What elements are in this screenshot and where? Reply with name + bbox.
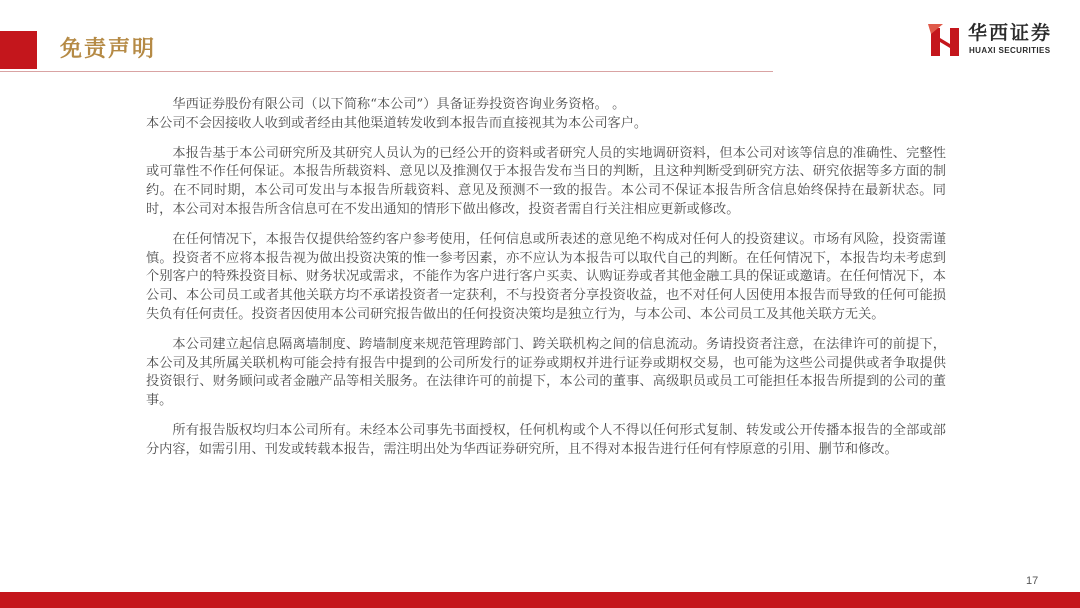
header-divider <box>0 71 773 72</box>
page-number: 17 <box>1026 575 1039 587</box>
page-title: 免责声明 <box>60 37 157 62</box>
huaxi-logo-icon <box>928 24 962 58</box>
disclaimer-paragraph: 华西证券股份有限公司（以下简称“本公司”）具备证券投资咨询业务资格。 。 <box>172 97 626 112</box>
company-logo <box>928 22 1068 62</box>
footer-bar <box>0 592 1080 608</box>
disclaimer-paragraph: 本报告基于本公司研究所及其研究人员认为的已经公开的资料或者研究人员的实地调研资料，但本公司对该等信息的准确性、完整性或可靠性不作任何保证。本报告所载资料、意见以及推测仅于本报告发布当日的判断，且这种判断受到研究方法、研究依据等多方面的制约。在不同时期，本公司可发出与本报告所载资料、意见及预测不一致的报告。本公司不保证本报告所含信息始终保持在最新状态。同时，本公司对本报告所含信息可在不发出通知的情形下做出修改，投资者需自行关注相应更新或修改。 <box>146 145 946 217</box>
disclaimer-paragraph: 本公司建立起信息隔离墙制度、跨墙制度来规范管理跨部门、跨关联机构之间的信息流动。务请投资者注意，在法律许可的前提下，本公司及其所属关联机构可能会持有报告中提到的公司所发行的证券或期权并进行证券或期权交易，也可能为这些公司提供或者争取提供投资银行、财务顾问或者金融产品等相关服务。在法律许可的前提下，本公司的董事、高级职员或员工可能担任本报告所提到的公司的董事。 <box>146 336 946 409</box>
logo-name-cn: 华西证券 <box>968 22 1053 44</box>
logo-name-en: HUAXI SECURITIES <box>969 46 1051 55</box>
header-accent-bar <box>0 31 37 69</box>
disclaimer-paragraph: 本公司不会因接收人收到或者经由其他渠道转发收到本报告而直接视其为本公司客户。 <box>146 115 648 131</box>
disclaimer-body <box>146 96 946 471</box>
disclaimer-paragraph: 在任何情况下，本报告仅提供给签约客户参考使用，任何信息或所表述的意见绝不构成对任何人的投资建议。市场有风险，投资需谨慎。投资者不应将本报告视为做出投资决策的惟一参考因素，亦不应认为本报告可以取代自己的判断。在任何情况下，本报告均未考虑到个别客户的特殊投资目标、财务状况或需求，不能作为客户进行客户买卖、认购证券或者其他金融工具的保证或邀请。在任何情况下，本公司、本公司员工或者其他关联方均不承诺投资者一定获利，不与投资者分享投资收益，也不对任何人因使用本报告而导致的任何可能损失负有任何责任。投资者因使用本公司研究报告做出的任何投资决策均是独立行为，与本公司、本公司员工及其他关联方无关。 <box>146 231 946 322</box>
disclaimer-paragraph: 所有报告版权均归本公司所有。未经本公司事先书面授权，任何机构或个人不得以任何形式复制、转发或公开传播本报告的全部或部分内容，如需引用、刊发或转载本报告，需注明出处为华西证券研究所，且不得对本报告进行任何有悖原意的引用、删节和修改。 <box>146 422 946 457</box>
